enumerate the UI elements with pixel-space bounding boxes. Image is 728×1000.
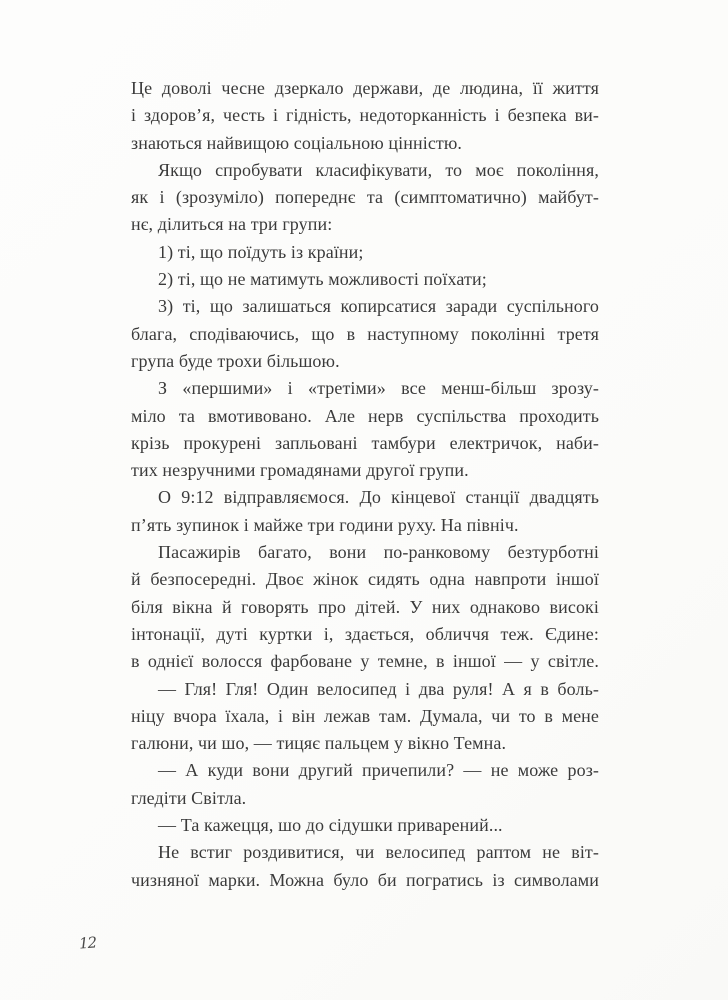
text-line: галюни, чи шо, — тицяє пальцем у вікно Темна. <box>131 733 507 754</box>
text-line: знаються найвищою соціальною цінністю. <box>131 132 463 153</box>
text-line: 1) ті, що поїдуть із країни; <box>158 241 364 262</box>
text-line: З «першими» і «третіми» все менш-більш зрозу- <box>158 378 599 399</box>
text-line: і здоров’я, честь і гідність, недоторканність і безпека ви- <box>131 105 599 126</box>
text-line: біля вікна й говорять про дітей. У них однаково високі <box>131 596 599 617</box>
page-text-block <box>131 75 599 894</box>
text-line: група буде трохи більшою. <box>131 350 340 371</box>
text-line: гледіти Світла. <box>131 787 247 808</box>
text-line: Це доволі чесне дзеркало держави, де людина, її життя <box>131 78 599 98</box>
text-line: ніцу вчора їхала, і він лежав там. Думала, чи то в мене <box>131 705 599 726</box>
text-line: — А куди вони другий причепили? — не може роз- <box>158 760 599 781</box>
page-number: 12 <box>78 933 97 953</box>
text-line: чизняної марки. Можна було би погратись із символами <box>131 869 599 890</box>
text-line: 2) ті, що не матимуть можливості поїхати; <box>158 269 487 290</box>
text-line: п’ять зупинок і майже три години руху. На північ. <box>131 514 519 535</box>
text-line: 3) ті, що залишаться копирсатися заради суспільного <box>158 296 599 317</box>
text-line: інтонації, дуті куртки і, здається, обличчя теж. Єдине: <box>131 623 599 644</box>
text-line: Пасажирів багато, вони по-ранковому безтурботні <box>158 542 599 563</box>
text-line: крізь прокурені запльовані тамбури електричок, наби- <box>131 432 599 453</box>
text-line: в однієї волосся фарбоване у темне, в іншої — у світле. <box>131 651 599 672</box>
text-line: — Гля! Гля! Один велосипед і два руля! А я в боль- <box>158 678 599 699</box>
text-line: як і (зрозуміло) попереднє та (симптоматично) майбут- <box>131 187 599 208</box>
text-line: міло та вмотивовано. Але нерв суспільства проходить <box>131 405 599 426</box>
text-line: й безпосередні. Двоє жінок сидять одна навпроти іншої <box>131 569 599 590</box>
text-line: тих незручними громадянами другої групи. <box>131 460 469 481</box>
text-line: блага, сподіваючись, що в наступному поколінні третя <box>131 323 599 344</box>
text-line: Якщо спробувати класифікувати, то моє покоління, <box>158 159 599 180</box>
text-line: О 9:12 відправляємося. До кінцевої станції двадцять <box>158 487 599 508</box>
text-line: нє, ділиться на три групи: <box>131 214 333 235</box>
text-line: — Та кажецця, шо до сідушки приварений... <box>158 815 503 836</box>
text-line: Не встиг роздивитися, чи велосипед раптом не віт- <box>158 842 599 863</box>
